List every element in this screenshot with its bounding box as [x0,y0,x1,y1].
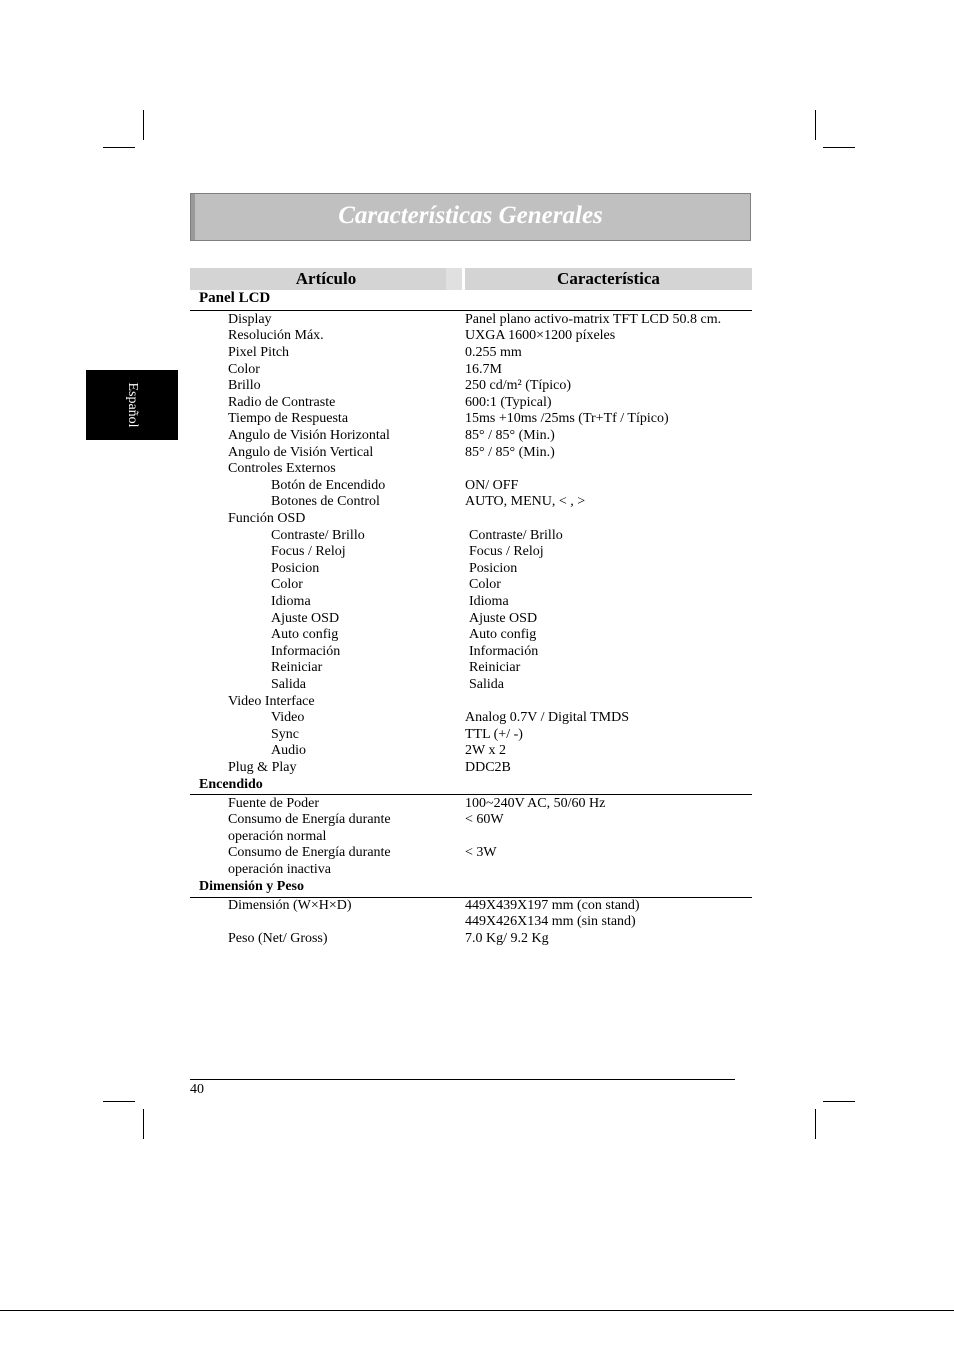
panel-spec-row [0,694,954,711]
section-rule-panel [190,310,752,311]
panel-spec-row-label: Display [228,312,272,327]
dimension-spec-row [0,898,954,915]
power-spec-row [0,862,954,879]
panel-spec-row-value: Color [469,577,501,592]
panel-spec-row-label: Auto config [271,627,339,642]
panel-spec-row [0,594,954,611]
panel-spec-row-label: Sync [271,727,299,742]
panel-spec-row [0,312,954,329]
panel-spec-row-label: Reiniciar [271,660,323,675]
panel-spec-row [0,760,954,777]
column-header-item [190,268,462,290]
dimension-spec-row-value: 449X439X197 mm (con stand) [465,898,640,913]
panel-spec-row [0,378,954,395]
crop-mark-top-right-horizontal [823,147,855,148]
panel-spec-row [0,395,954,412]
page-title: Características Generales [338,202,603,229]
panel-spec-row-label: Video Interface [228,694,315,709]
power-spec-row-label: Consumo de Energía durante [228,845,391,860]
panel-spec-row-label: Pixel Pitch [228,345,290,360]
panel-spec-row-value: Panel plano activo-matrix TFT LCD 50.8 cm. [465,312,722,327]
column-header-shade [446,268,462,290]
panel-spec-row [0,627,954,644]
panel-spec-row [0,362,954,379]
panel-spec-row [0,743,954,760]
crop-mark-top-right-vertical [815,110,816,140]
panel-spec-row-value: Salida [469,677,504,692]
panel-spec-row-label: Brillo [228,378,261,393]
dimension-spec-row [0,914,954,931]
power-spec-row-label: operación inactiva [228,862,332,877]
panel-spec-row-label: Posicion [271,561,320,576]
power-spec-row [0,845,954,862]
panel-spec-row-label: Función OSD [228,511,306,526]
column-header-feature-label: Característica [557,269,660,288]
dimension-spec-row-label: Dimensión (W×H×D) [228,898,352,913]
panel-spec-row-label: Video [271,710,305,725]
panel-spec-row [0,345,954,362]
panel-spec-row-label: Contraste/ Brillo [271,528,365,543]
panel-spec-row-label: Salida [271,677,306,692]
footer-rule [190,1079,735,1080]
panel-spec-row-label: Tiempo de Respuesta [228,411,349,426]
panel-spec-row-label: Resolución Máx. [228,328,324,343]
panel-spec-row-value: Focus / Reloj [469,544,544,559]
panel-spec-row [0,428,954,445]
dimension-spec-row-value: 7.0 Kg/ 9.2 Kg [465,931,549,946]
panel-spec-row-value: 2W x 2 [465,743,506,758]
panel-spec-row-value: 16.7M [465,362,502,377]
crop-mark-top-left-horizontal [103,147,135,148]
panel-spec-row [0,660,954,677]
crop-mark-bottom-left-horizontal [103,1101,135,1102]
panel-spec-row [0,328,954,345]
power-spec-row [0,829,954,846]
panel-spec-row-label: Botones de Control [271,494,380,509]
language-tab-label: Español [125,382,140,428]
panel-spec-row-label: Botón de Encendido [271,478,386,493]
panel-spec-row [0,511,954,528]
panel-spec-row-value: AUTO, MENU, < , > [465,494,586,509]
panel-spec-row-value: Contraste/ Brillo [469,528,563,543]
power-spec-row-value: < 60W [465,812,504,827]
panel-spec-row-value: Información [469,644,539,659]
panel-spec-row [0,677,954,694]
power-spec-row-label: operación normal [228,829,327,844]
panel-spec-row-label: Plug & Play [228,760,297,775]
power-spec-row [0,796,954,813]
column-header-item-label: Artículo [295,269,357,288]
panel-spec-row-value: UXGA 1600×1200 píxeles [465,328,616,343]
panel-spec-row-label: Focus / Reloj [271,544,346,559]
panel-spec-row-value: 85° / 85° (Min.) [465,428,555,443]
dimension-spec-row-value: 449X426X134 mm (sin stand) [465,914,636,929]
crop-mark-bottom-left-vertical [143,1109,144,1139]
panel-spec-row-label: Color [271,577,303,592]
panel-spec-row-value: DDC2B [465,760,511,775]
panel-spec-row-label: Información [271,644,341,659]
section-rule-power [190,794,752,795]
power-spec-row-label: Fuente de Poder [228,796,319,811]
panel-spec-row [0,611,954,628]
panel-spec-row-label: Controles Externos [228,461,336,476]
panel-spec-row-value: Analog 0.7V / Digital TMDS [465,710,629,725]
crop-mark-bottom-right-vertical [815,1109,816,1139]
panel-spec-row-label: Angulo de Visión Horizontal [228,428,390,443]
column-header-feature [465,268,752,290]
panel-spec-row-value: 15ms +10ms /25ms (Tr+Tf / Típico) [465,411,669,426]
dimension-spec-row-label: Peso (Net/ Gross) [228,931,328,946]
panel-spec-row [0,644,954,661]
crop-mark-bottom-right-horizontal [823,1101,855,1102]
page-number: 40 [190,1082,204,1097]
power-spec-row-value: 100~240V AC, 50/60 Hz [465,796,606,811]
panel-spec-row [0,561,954,578]
panel-spec-row-value: TTL (+/ -) [465,727,523,742]
section-title-dimension: Dimensión y Peso [199,879,304,894]
panel-spec-row [0,577,954,594]
title-banner [190,193,751,241]
power-spec-row-value: < 3W [465,845,497,860]
panel-spec-row-label: Angulo de Visión Vertical [228,445,374,460]
panel-spec-row [0,710,954,727]
dimension-spec-row [0,931,954,948]
panel-spec-row-value: Reiniciar [469,660,521,675]
panel-spec-row-value: 85° / 85° (Min.) [465,445,555,460]
panel-spec-row [0,445,954,462]
panel-spec-row [0,727,954,744]
panel-spec-row-label: Ajuste OSD [271,611,340,626]
panel-spec-row [0,494,954,511]
panel-spec-row-value: 250 cd/m² (Típico) [465,378,572,393]
page-bottom-edge [0,1310,954,1311]
panel-spec-row-value: Auto config [469,627,537,642]
panel-spec-row-value: ON/ OFF [465,478,519,493]
panel-spec-row-label: Audio [271,743,306,758]
crop-mark-top-left-vertical [143,110,144,140]
panel-spec-row [0,411,954,428]
panel-spec-row [0,478,954,495]
section-title-power: Encendido [199,777,263,792]
panel-spec-row-value: Posicion [469,561,518,576]
panel-spec-row [0,544,954,561]
power-spec-row [0,812,954,829]
panel-spec-row-label: Radio de Contraste [228,395,336,410]
panel-spec-row-label: Idioma [271,594,311,609]
section-title-panel: Panel LCD [199,290,271,306]
panel-spec-row-value: Idioma [469,594,509,609]
power-spec-row-label: Consumo de Energía durante [228,812,391,827]
panel-spec-row [0,528,954,545]
panel-spec-row-value: Ajuste OSD [469,611,538,626]
panel-spec-row-value: 600:1 (Typical) [465,395,552,410]
panel-spec-row-value: 0.255 mm [465,345,522,360]
panel-spec-row-label: Color [228,362,260,377]
panel-spec-row [0,461,954,478]
